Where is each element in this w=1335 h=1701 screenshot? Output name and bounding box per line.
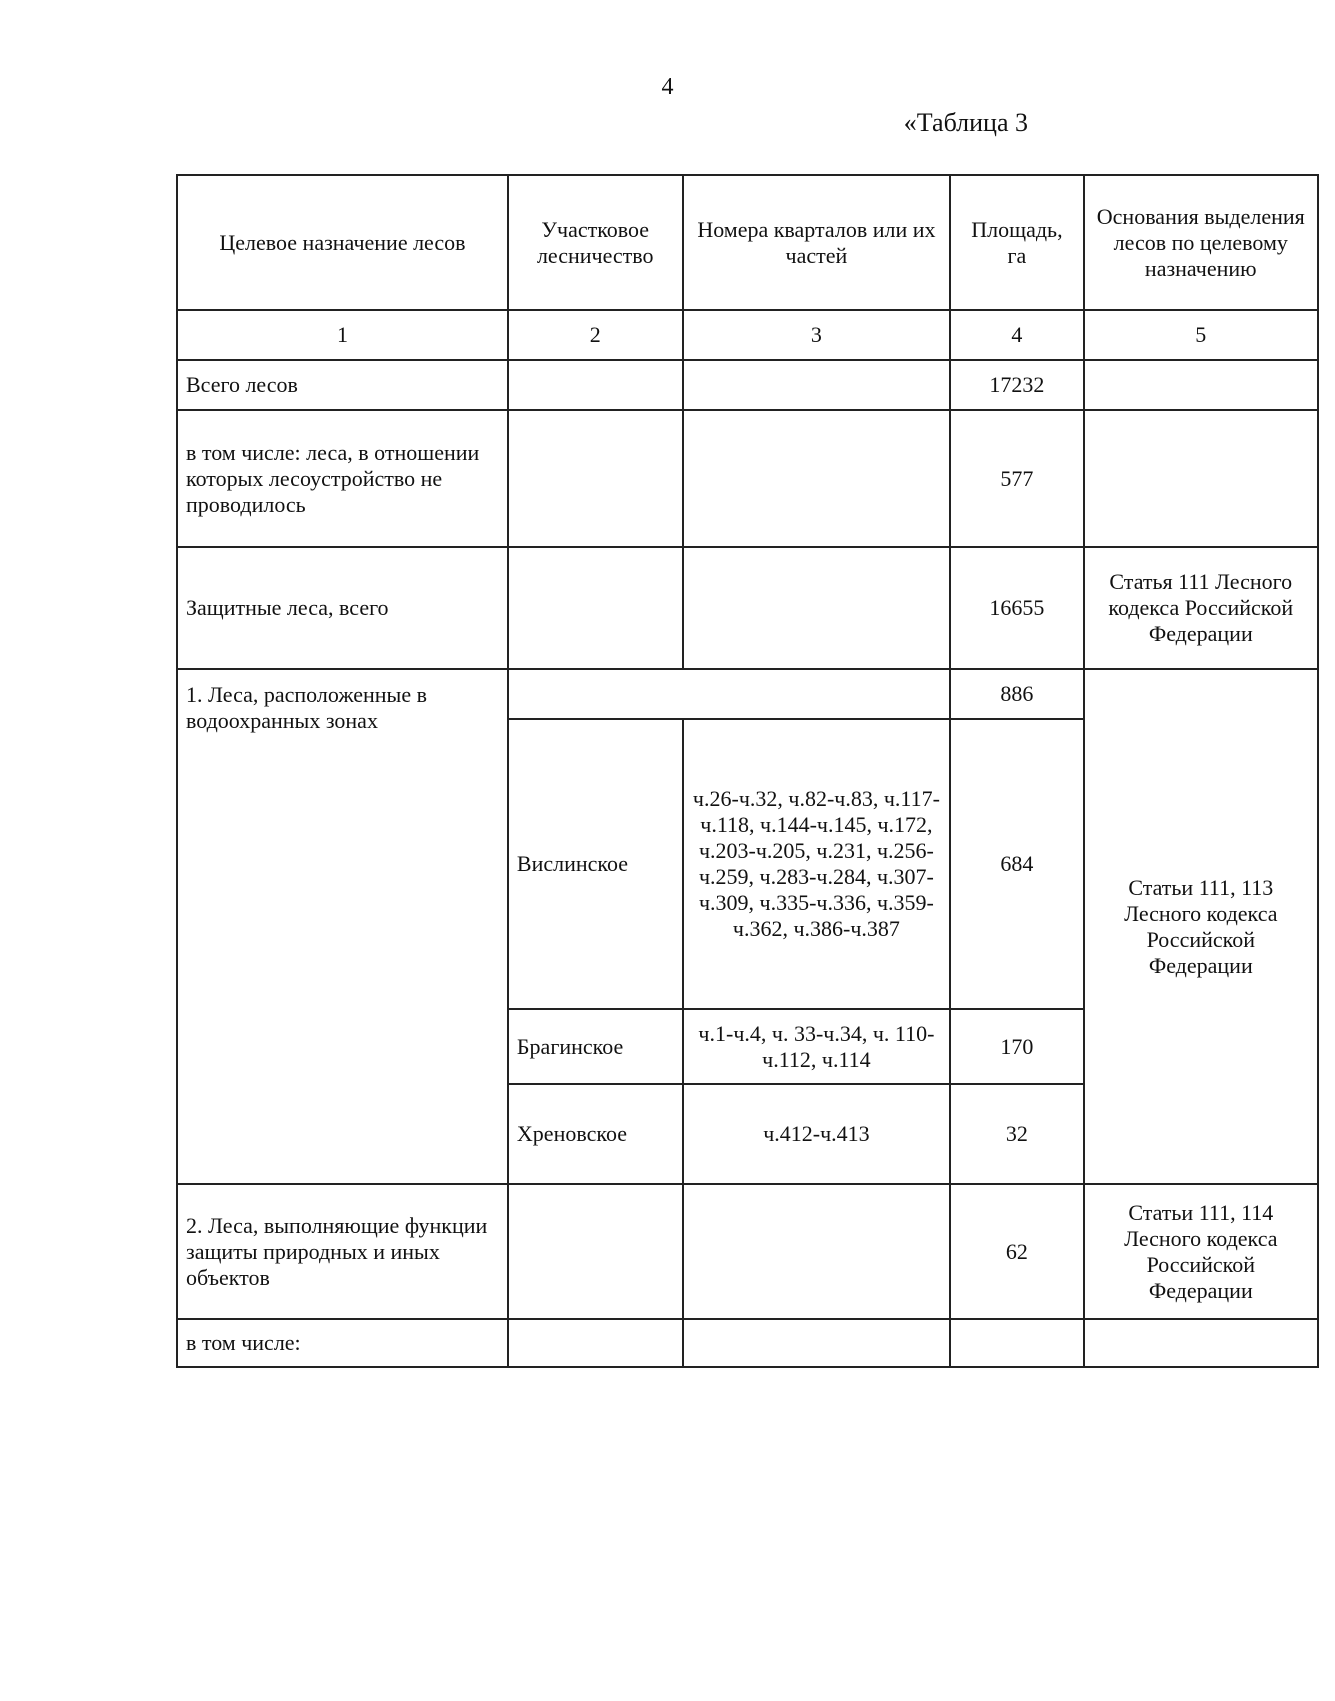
header-row <box>177 175 1318 310</box>
row-nature-protection <box>177 1184 1318 1319</box>
district-cell <box>508 410 683 547</box>
area-cell: 62 <box>950 1184 1083 1319</box>
basis-cell: Статьи 111, 114 Лесного кодекса Российской Федерации <box>1084 1184 1318 1319</box>
area-cell: 17232 <box>950 360 1083 410</box>
row-protective-total <box>177 547 1318 669</box>
district-cell: Хреновское <box>508 1084 683 1184</box>
area-cell: 32 <box>950 1084 1083 1184</box>
quarters-cell <box>683 547 951 669</box>
quarters-cell: ч.1-ч.4, ч. 33-ч.34, ч. 110-ч.112, ч.114 <box>683 1009 951 1084</box>
header-area: Площадь, га <box>950 175 1083 310</box>
district-cell <box>508 1184 683 1319</box>
row-water-zone <box>177 669 1318 719</box>
district-cell <box>508 1319 683 1367</box>
basis-cell <box>1084 410 1318 547</box>
row-total-forests <box>177 360 1318 410</box>
quarters-cell <box>683 360 951 410</box>
forest-purpose-table <box>176 174 1319 1368</box>
area-cell: 577 <box>950 410 1083 547</box>
column-number: 5 <box>1084 310 1318 360</box>
header-basis: Основания выделения лесов по целевому назначению <box>1084 175 1318 310</box>
column-number: 4 <box>950 310 1083 360</box>
area-cell: 16655 <box>950 547 1083 669</box>
table-caption: «Таблица 3 <box>903 108 1028 137</box>
column-number: 2 <box>508 310 683 360</box>
purpose-cell: Защитные леса, всего <box>177 547 508 669</box>
district-cell: Брагинское <box>508 1009 683 1084</box>
header-district: Участковое лесничество <box>508 175 683 310</box>
purpose-cell: в том числе: <box>177 1319 508 1367</box>
district-cell: Вислинское <box>508 719 683 1009</box>
header-purpose: Целевое назначение лесов <box>177 175 508 310</box>
column-number: 1 <box>177 310 508 360</box>
purpose-cell: в том числе: леса, в отношении которых лесоустройство не проводилось <box>177 410 508 547</box>
purpose-cell: Всего лесов <box>177 360 508 410</box>
purpose-cell: 1. Леса, расположенные в водоохранных зонах <box>177 669 508 1184</box>
quarters-cell: ч.26-ч.32, ч.82-ч.83, ч.117-ч.118, ч.144-ч.145, ч.172, ч.203-ч.205, ч.231, ч.256-ч.259, ч.283-ч.284, ч.307-ч.309, ч.335-ч.336, ч.359-ч.362, ч.386-ч.387 <box>683 719 951 1009</box>
area-cell: 684 <box>950 719 1083 1009</box>
basis-cell: Статьи 111, 113 Лесного кодекса Российской Федерации <box>1084 669 1318 1184</box>
page-number: 4 <box>661 74 674 100</box>
purpose-cell: 2. Леса, выполняющие функции защиты природных и иных объектов <box>177 1184 508 1319</box>
area-cell <box>950 1319 1083 1367</box>
quarters-cell: ч.412-ч.413 <box>683 1084 951 1184</box>
quarters-cell <box>683 1319 951 1367</box>
basis-cell <box>1084 1319 1318 1367</box>
area-cell: 886 <box>950 669 1083 719</box>
empty-merged-cell <box>508 669 950 719</box>
quarters-cell <box>683 1184 951 1319</box>
area-cell: 170 <box>950 1009 1083 1084</box>
district-cell <box>508 360 683 410</box>
column-number-row <box>177 310 1318 360</box>
quarters-cell <box>683 410 951 547</box>
header-quarters: Номера кварталов или их частей <box>683 175 951 310</box>
basis-cell <box>1084 360 1318 410</box>
row-unsurveyed <box>177 410 1318 547</box>
basis-cell: Статья 111 Лесного кодекса Российской Федерации <box>1084 547 1318 669</box>
district-cell <box>508 547 683 669</box>
column-number: 3 <box>683 310 951 360</box>
row-including <box>177 1319 1318 1367</box>
